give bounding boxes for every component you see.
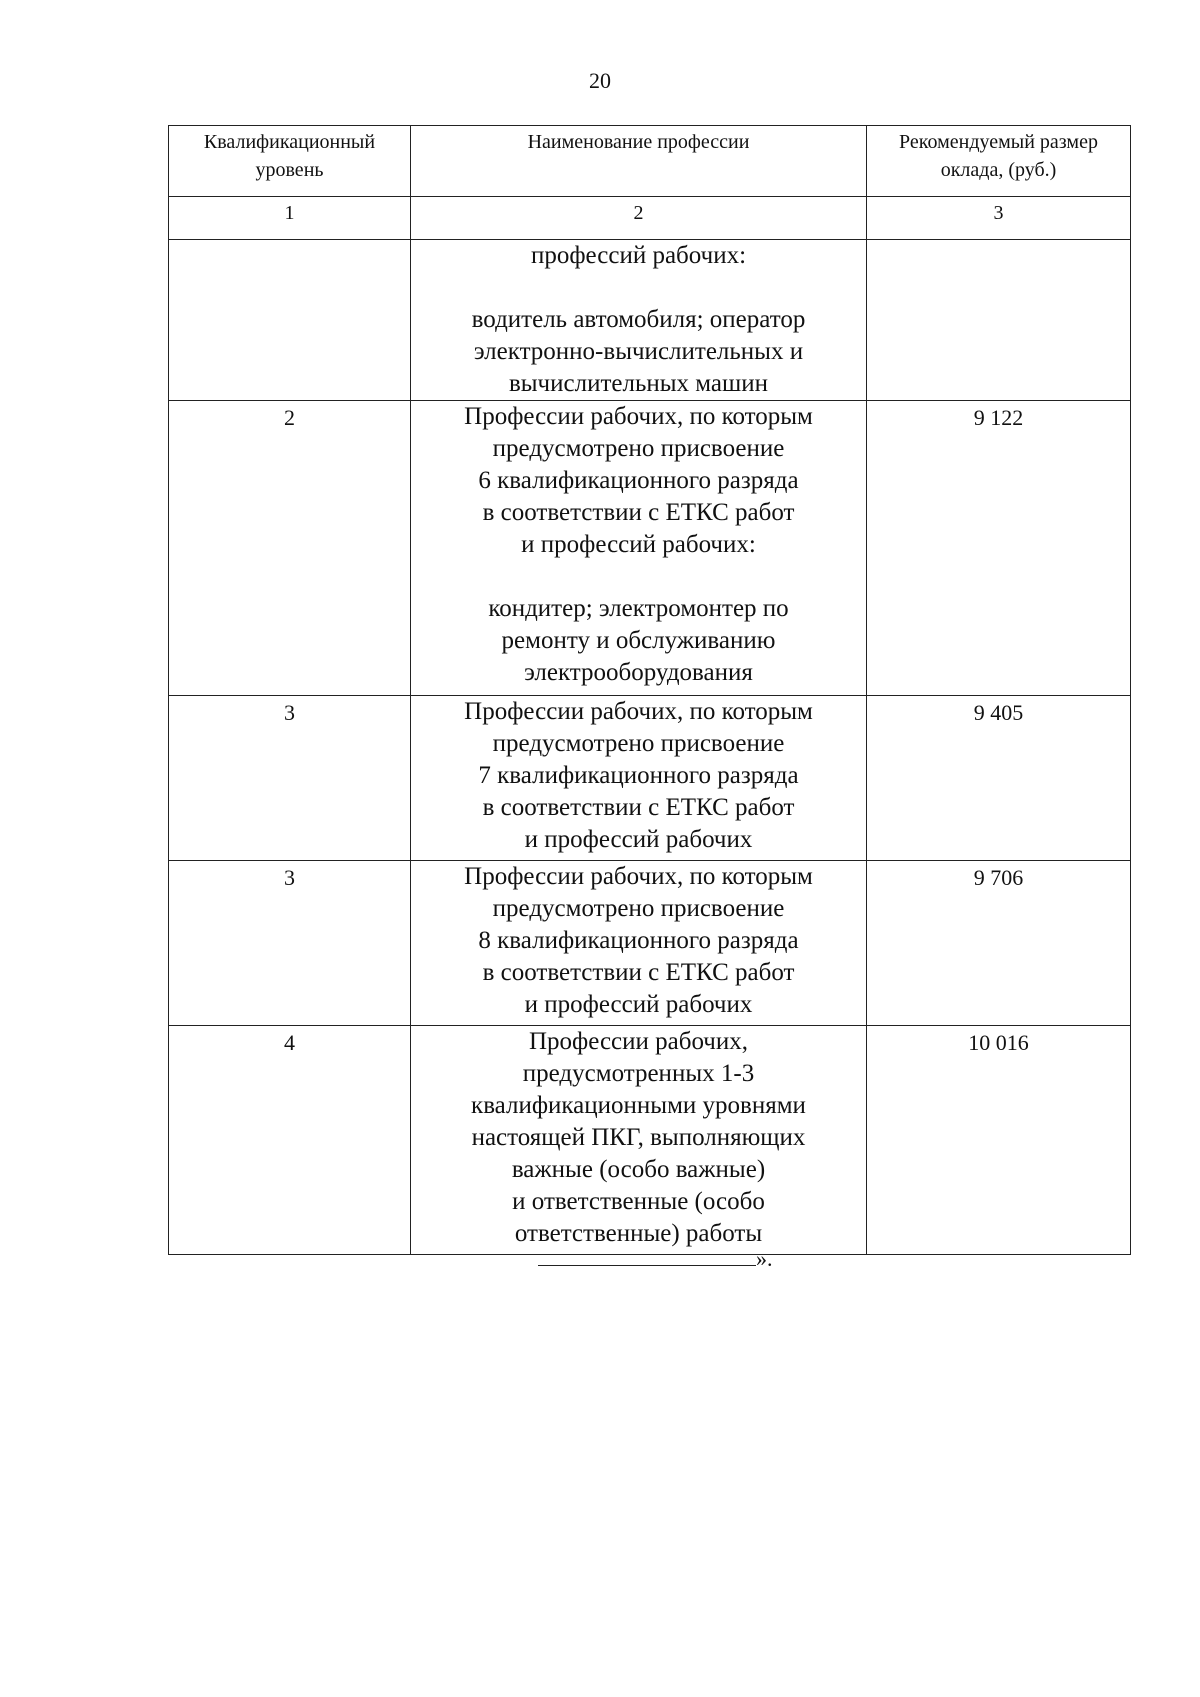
profession-line: 6 квалификационного разряда — [478, 467, 799, 494]
header-level-line: уровень — [255, 159, 324, 181]
table-row — [169, 696, 1131, 861]
profession-line: и профессий рабочих — [524, 826, 753, 853]
profession-line: Профессии рабочих, по которым — [464, 403, 813, 430]
table-row — [169, 861, 1131, 1026]
profession-list-line: электрооборудования — [524, 659, 753, 686]
profession-cell — [411, 240, 867, 401]
profession-line: в соответствии с ЕТКС работ — [482, 499, 795, 526]
profession-cell — [411, 696, 867, 861]
salary-cell: 10 016 — [867, 1026, 1131, 1255]
table-row — [169, 401, 1131, 696]
header-salary — [867, 126, 1131, 197]
header-level — [169, 126, 411, 197]
header-profession-line: Наименование профессии — [527, 131, 750, 153]
table-header-row — [169, 126, 1131, 197]
column-number: 3 — [867, 197, 1131, 240]
profession-cell — [411, 861, 867, 1026]
profession-list-line: электронно-вычислительных и — [473, 338, 804, 365]
profession-line: в соответствии с ЕТКС работ — [482, 794, 795, 821]
profession-line: предусмотренных 1-3 — [522, 1060, 755, 1087]
profession-line: 8 квалификационного разряда — [478, 927, 799, 954]
profession-line: ответственные) работы — [514, 1220, 763, 1247]
column-number: 2 — [411, 197, 867, 240]
header-level-line: Квалификационный — [203, 131, 376, 153]
level-cell: 3 — [169, 696, 411, 861]
profession-line: профессий рабочих: — [530, 242, 747, 269]
table-row — [169, 1026, 1131, 1255]
profession-line: важные (особо важные) — [511, 1156, 766, 1183]
closing-quote: ». — [756, 1246, 773, 1271]
profession-line: 7 квалификационного разряда — [478, 762, 799, 789]
level-cell: 3 — [169, 861, 411, 1026]
profession-list-line: вычислительных машин — [508, 370, 769, 397]
profession-line: настоящей ПКГ, выполняющих — [471, 1124, 806, 1151]
salary-cell: 9 706 — [867, 861, 1131, 1026]
profession-list-line: кондитер; электромонтер по — [488, 595, 789, 622]
profession-line: и ответственные (особо — [512, 1188, 765, 1215]
profession-line: квалификационными уровнями — [471, 1092, 806, 1119]
profession-line: и профессий рабочих — [524, 991, 753, 1018]
profession-line: и профессий рабочих: — [521, 531, 756, 558]
level-cell — [169, 240, 411, 401]
page-number: 20 — [589, 68, 611, 93]
profession-list-line: ремонту и обслуживанию — [501, 627, 776, 654]
profession-line: предусмотрено присвоение — [492, 895, 785, 922]
salary-cell: 9 405 — [867, 696, 1131, 861]
closing-underline — [538, 1247, 756, 1266]
header-profession — [411, 126, 867, 197]
profession-line: Профессии рабочих, по которым — [464, 698, 813, 725]
salary-cell: 9 122 — [867, 401, 1131, 696]
profession-line: Профессии рабочих, по которым — [464, 863, 813, 890]
salary-table — [168, 125, 1131, 1255]
profession-line: в соответствии с ЕТКС работ — [482, 959, 795, 986]
closing-line — [538, 1246, 773, 1272]
profession-cell — [411, 401, 867, 696]
table-row — [169, 240, 1131, 401]
level-cell: 2 — [169, 401, 411, 696]
salary-cell — [867, 240, 1131, 401]
header-salary-line: Рекомендуемый размер — [899, 131, 1098, 153]
column-number-row — [169, 197, 1131, 240]
profession-list-line: водитель автомобиля; оператор — [471, 306, 806, 333]
level-cell: 4 — [169, 1026, 411, 1255]
profession-line: предусмотрено присвоение — [492, 435, 785, 462]
profession-cell — [411, 1026, 867, 1255]
header-salary-line: оклада, (руб.) — [940, 159, 1057, 181]
profession-line: Профессии рабочих, — [528, 1028, 749, 1055]
column-number: 1 — [169, 197, 411, 240]
profession-line: предусмотрено присвоение — [492, 730, 785, 757]
